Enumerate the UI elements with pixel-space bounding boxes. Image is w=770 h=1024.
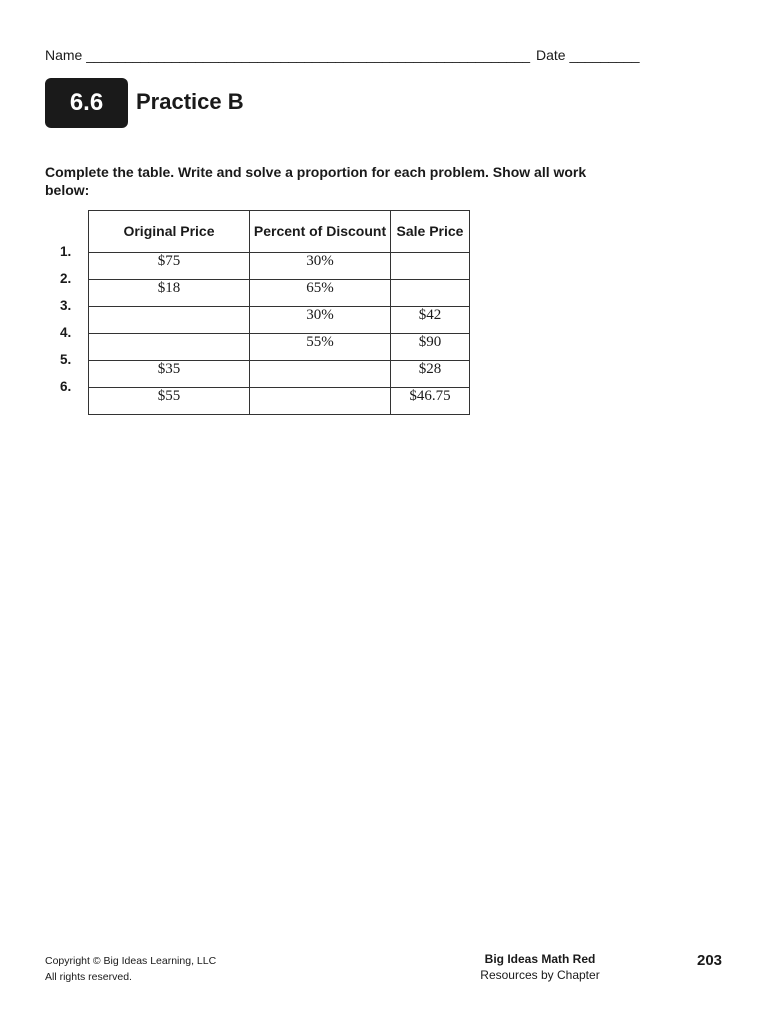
- original-price-cell: [89, 334, 250, 361]
- table-row: [89, 361, 470, 388]
- discount-table: [88, 210, 470, 415]
- original-price-cell: $55: [89, 388, 250, 415]
- problem-number: 1.: [60, 244, 72, 259]
- sale-price-cell: $42: [391, 307, 470, 334]
- page-number: 203: [697, 952, 723, 969]
- header-percent-of-discount: Percent of Discount: [250, 211, 391, 253]
- sale-price-cell: [391, 280, 470, 307]
- sale-price-cell: $90: [391, 334, 470, 361]
- percent-discount-cell: 55%: [250, 334, 391, 361]
- original-price-cell: $18: [89, 280, 250, 307]
- table-row: [89, 307, 470, 334]
- problem-number: 3.: [60, 298, 72, 313]
- percent-discount-cell: [250, 388, 391, 415]
- original-price-cell: $35: [89, 361, 250, 388]
- table-row: [89, 253, 470, 280]
- page-title: Practice B: [136, 89, 244, 114]
- header-sale-price: Sale Price: [391, 211, 470, 253]
- sale-price-cell: $46.75: [391, 388, 470, 415]
- name-field-line: Name _________________________________________________________: [45, 47, 531, 63]
- original-price-cell: [89, 307, 250, 334]
- table-row: [89, 388, 470, 415]
- percent-discount-cell: [250, 361, 391, 388]
- book-subtitle: Resources by Chapter: [480, 968, 600, 982]
- table-row: [89, 280, 470, 307]
- original-price-cell: $75: [89, 253, 250, 280]
- sale-price-cell: $28: [391, 361, 470, 388]
- sale-price-cell: [391, 253, 470, 280]
- book-info: [470, 951, 610, 983]
- table-row: [89, 334, 470, 361]
- table-header-row: [89, 211, 470, 253]
- header-original-price: Original Price: [89, 211, 250, 253]
- problem-number: 6.: [60, 379, 72, 394]
- copyright-notice: [45, 953, 216, 985]
- date-field-line: Date _________: [536, 47, 640, 63]
- problem-number: 5.: [60, 352, 72, 367]
- book-title: Big Ideas Math Red: [484, 952, 596, 966]
- percent-discount-cell: 65%: [250, 280, 391, 307]
- percent-discount-cell: 30%: [250, 307, 391, 334]
- rights-text: All rights reserved.: [45, 971, 132, 983]
- copyright-text: Copyright © Big Ideas Learning, LLC: [45, 955, 217, 967]
- instructions-text: Complete the table. Write and solve a proportion for each problem. Show all work below:: [45, 164, 587, 198]
- section-number-badge: 6.6: [45, 78, 128, 128]
- problem-number: 2.: [60, 271, 72, 286]
- percent-discount-cell: 30%: [250, 253, 391, 280]
- problem-number: 4.: [60, 325, 72, 340]
